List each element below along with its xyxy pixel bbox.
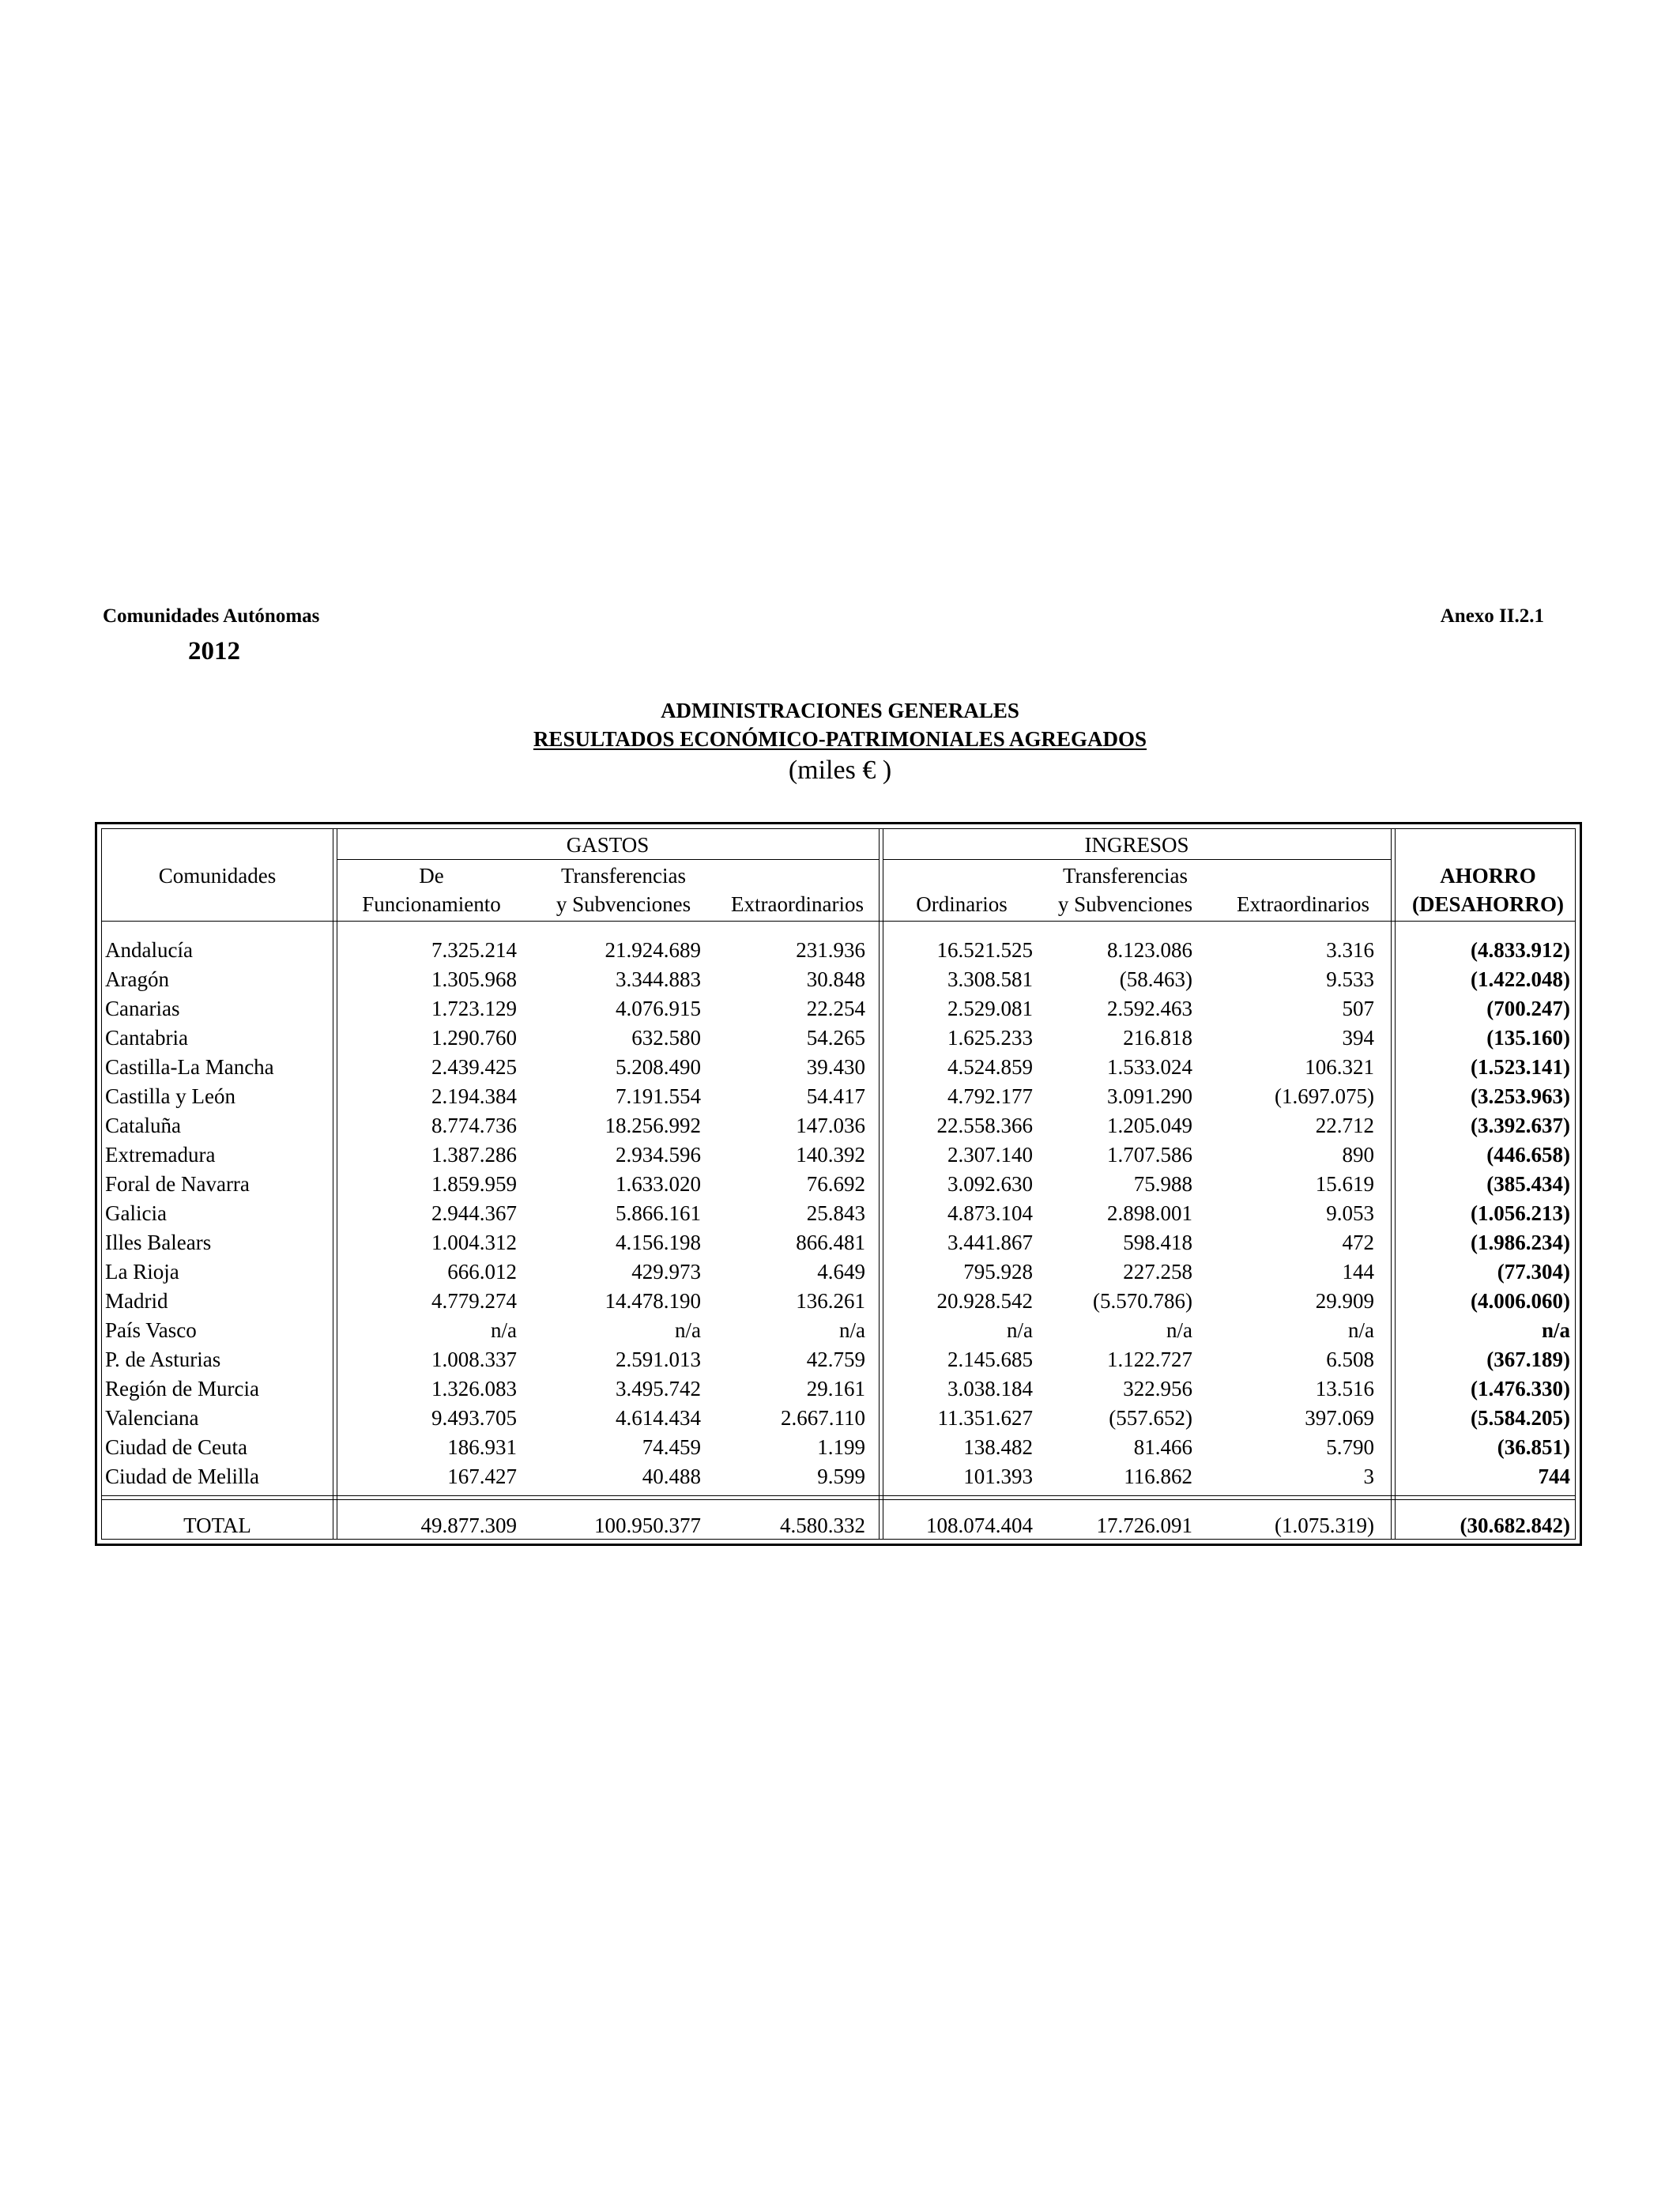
- cell-ingresos-extraordinarios: 3: [1363, 1465, 1374, 1488]
- cell-gastos-transferencias: 14.478.190: [605, 1289, 701, 1313]
- cell-gastos-extraordinarios: 4.649: [817, 1260, 865, 1284]
- cell-gastos-funcionamiento: 7.325.214: [431, 938, 517, 962]
- cell-gastos-extraordinarios: 140.392: [796, 1143, 865, 1167]
- cell-gastos-funcionamiento: 167.427: [447, 1465, 517, 1488]
- cell-ahorro: (700.247): [1486, 997, 1570, 1020]
- cell-gastos-transferencias: 18.256.992: [605, 1114, 701, 1137]
- cell-comunidad: Extremadura: [105, 1143, 216, 1167]
- cell-ahorro: (446.658): [1486, 1143, 1570, 1167]
- cell-gastos-transferencias: 2.934.596: [616, 1143, 701, 1167]
- cell-ingresos-transferencias: 1.533.024: [1107, 1055, 1192, 1079]
- cell-ingresos-ordinarios: 4.792.177: [947, 1084, 1033, 1108]
- cell-gastos-funcionamiento: 4.779.274: [431, 1289, 517, 1313]
- header-gastos-funcionamiento-2: Funcionamiento: [362, 892, 501, 916]
- cell-gastos-funcionamiento: 1.387.286: [431, 1143, 517, 1167]
- cell-comunidad: Andalucía: [105, 938, 193, 962]
- total-rule: [102, 1499, 1575, 1500]
- total-cell-gastos-transferencias: 100.950.377: [594, 1514, 701, 1537]
- cell-gastos-extraordinarios: 9.599: [817, 1465, 865, 1488]
- cell-gastos-funcionamiento: 1.859.959: [431, 1172, 517, 1196]
- cell-ingresos-transferencias: 75.988: [1133, 1172, 1192, 1196]
- cell-comunidad: Ciudad de Ceuta: [105, 1435, 247, 1459]
- cell-gastos-transferencias: 2.591.013: [616, 1348, 701, 1371]
- cell-ahorro: (135.160): [1486, 1026, 1570, 1050]
- cell-comunidad: Ciudad de Melilla: [105, 1465, 259, 1488]
- cell-gastos-extraordinarios: 29.161: [806, 1377, 865, 1400]
- cell-gastos-extraordinarios: 54.417: [806, 1084, 865, 1108]
- cell-gastos-funcionamiento: 666.012: [447, 1260, 517, 1284]
- cell-ingresos-ordinarios: 3.441.867: [947, 1231, 1033, 1254]
- header-year: 2012: [188, 637, 240, 665]
- cell-gastos-transferencias: 4.076.915: [616, 997, 701, 1020]
- cell-ingresos-ordinarios: 1.625.233: [947, 1026, 1033, 1050]
- header-ahorro-1: AHORRO: [1440, 864, 1536, 888]
- cell-gastos-transferencias: 4.614.434: [616, 1406, 701, 1430]
- cell-ingresos-extraordinarios: 29.909: [1315, 1289, 1374, 1313]
- cell-gastos-funcionamiento: 2.439.425: [431, 1055, 517, 1079]
- cell-ingresos-extraordinarios: 394: [1342, 1026, 1374, 1050]
- cell-ingresos-transferencias: (5.570.786): [1093, 1289, 1192, 1313]
- cell-ahorro: n/a: [1541, 1318, 1570, 1342]
- cell-gastos-extraordinarios: 231.936: [796, 938, 865, 962]
- cell-gastos-extraordinarios: 42.759: [806, 1348, 865, 1371]
- cell-ahorro: (3.253.963): [1471, 1084, 1570, 1108]
- cell-comunidad: Cataluña: [105, 1114, 181, 1137]
- cell-gastos-extraordinarios: 39.430: [806, 1055, 865, 1079]
- header-gastos-transferencias-1: Transferencias: [561, 864, 686, 888]
- header-ingresos-extraordinarios-2: Extraordinarios: [1237, 892, 1369, 916]
- cell-gastos-transferencias: n/a: [675, 1318, 701, 1342]
- cell-gastos-extraordinarios: 136.261: [796, 1289, 865, 1313]
- cell-comunidad: Madrid: [105, 1289, 168, 1313]
- cell-gastos-transferencias: 1.633.020: [616, 1172, 701, 1196]
- cell-ingresos-extraordinarios: 144: [1342, 1260, 1374, 1284]
- cell-ingresos-extraordinarios: (1.697.075): [1275, 1084, 1374, 1108]
- col-divider: [879, 829, 880, 1539]
- title-unit: (miles € ): [788, 756, 892, 785]
- cell-ahorro: (3.392.637): [1471, 1114, 1570, 1137]
- cell-ingresos-ordinarios: 16.521.525: [936, 938, 1033, 962]
- cell-ingresos-extraordinarios: 6.508: [1326, 1348, 1374, 1371]
- cell-ingresos-ordinarios: 4.524.859: [947, 1055, 1033, 1079]
- results-table: [95, 822, 1582, 1546]
- cell-ingresos-ordinarios: 795.928: [963, 1260, 1033, 1284]
- header-gastos-transferencias-2: y Subvenciones: [556, 892, 691, 916]
- cell-ingresos-extraordinarios: 15.619: [1315, 1172, 1374, 1196]
- cell-gastos-extraordinarios: n/a: [839, 1318, 865, 1342]
- cell-comunidad: Galicia: [105, 1201, 167, 1225]
- total-cell-ahorro: (30.682.842): [1460, 1514, 1570, 1537]
- cell-gastos-transferencias: 3.495.742: [616, 1377, 701, 1400]
- cell-gastos-extraordinarios: 1.199: [817, 1435, 865, 1459]
- cell-comunidad: Cantabria: [105, 1026, 188, 1050]
- cell-ingresos-extraordinarios: 507: [1342, 997, 1374, 1020]
- header-org: Comunidades Autónomas: [103, 605, 320, 627]
- cell-ingresos-transferencias: 3.091.290: [1107, 1084, 1192, 1108]
- col-divider: [1391, 829, 1392, 1539]
- cell-ahorro: (1.056.213): [1471, 1201, 1570, 1225]
- header-ingresos: INGRESOS: [1084, 833, 1189, 857]
- cell-ingresos-extraordinarios: 13.516: [1315, 1377, 1374, 1400]
- cell-ingresos-extraordinarios: 9.053: [1326, 1201, 1374, 1225]
- cell-gastos-extraordinarios: 22.254: [806, 997, 865, 1020]
- cell-ingresos-transferencias: 227.258: [1123, 1260, 1192, 1284]
- cell-comunidad: Foral de Navarra: [105, 1172, 250, 1196]
- cell-gastos-funcionamiento: 186.931: [447, 1435, 517, 1459]
- cell-gastos-extraordinarios: 866.481: [796, 1231, 865, 1254]
- cell-comunidad: La Rioja: [105, 1260, 179, 1284]
- cell-ingresos-ordinarios: 3.038.184: [947, 1377, 1033, 1400]
- results-table-inner: [101, 828, 1576, 1540]
- cell-ahorro: (1.523.141): [1471, 1055, 1570, 1079]
- total-rule: [102, 1495, 1575, 1496]
- cell-ahorro: (4.833.912): [1471, 938, 1570, 962]
- cell-comunidad: Región de Murcia: [105, 1377, 259, 1400]
- cell-ahorro: (1.986.234): [1471, 1231, 1570, 1254]
- cell-ahorro: (1.422.048): [1471, 967, 1570, 991]
- cell-ingresos-ordinarios: 2.307.140: [947, 1143, 1033, 1167]
- header-gastos: GASTOS: [566, 833, 650, 857]
- cell-ingresos-extraordinarios: n/a: [1348, 1318, 1374, 1342]
- cell-gastos-transferencias: 5.866.161: [616, 1201, 701, 1225]
- cell-gastos-funcionamiento: 1.305.968: [431, 967, 517, 991]
- cell-ahorro: (385.434): [1486, 1172, 1570, 1196]
- cell-gastos-funcionamiento: 1.290.760: [431, 1026, 517, 1050]
- cell-ingresos-transferencias: 116.862: [1124, 1465, 1192, 1488]
- cell-ingresos-transferencias: 1.707.586: [1107, 1143, 1192, 1167]
- cell-gastos-transferencias: 5.208.490: [616, 1055, 701, 1079]
- cell-ingresos-ordinarios: 22.558.366: [936, 1114, 1033, 1137]
- cell-ingresos-extraordinarios: 5.790: [1326, 1435, 1374, 1459]
- cell-gastos-extraordinarios: 2.667.110: [781, 1406, 865, 1430]
- cell-ingresos-ordinarios: 2.145.685: [947, 1348, 1033, 1371]
- cell-ingresos-transferencias: 81.466: [1133, 1435, 1192, 1459]
- cell-ingresos-ordinarios: 20.928.542: [936, 1289, 1033, 1313]
- total-cell-ingresos-transferencias: 17.726.091: [1096, 1514, 1192, 1537]
- cell-ingresos-ordinarios: 4.873.104: [947, 1201, 1033, 1225]
- cell-gastos-transferencias: 7.191.554: [616, 1084, 701, 1108]
- cell-gastos-funcionamiento: 1.326.083: [431, 1377, 517, 1400]
- total-label: TOTAL: [183, 1514, 251, 1537]
- cell-gastos-funcionamiento: 2.194.384: [431, 1084, 517, 1108]
- cell-ingresos-ordinarios: 11.351.627: [937, 1406, 1033, 1430]
- header-annex: Anexo II.2.1: [1440, 605, 1544, 627]
- cell-comunidad: P. de Asturias: [105, 1348, 221, 1371]
- cell-gastos-transferencias: 74.459: [642, 1435, 701, 1459]
- cell-ingresos-ordinarios: 138.482: [963, 1435, 1033, 1459]
- cell-ingresos-ordinarios: 101.393: [963, 1465, 1033, 1488]
- cell-ahorro: (36.851): [1497, 1435, 1570, 1459]
- cell-gastos-funcionamiento: 9.493.705: [431, 1406, 517, 1430]
- header-rule: [102, 921, 1575, 922]
- cell-ingresos-extraordinarios: 3.316: [1326, 938, 1374, 962]
- header-gastos-funcionamiento-1: De: [419, 864, 444, 888]
- cell-gastos-extraordinarios: 54.265: [806, 1026, 865, 1050]
- cell-ingresos-transferencias: (58.463): [1119, 967, 1192, 991]
- cell-gastos-funcionamiento: 2.944.367: [431, 1201, 517, 1225]
- cell-gastos-transferencias: 21.924.689: [605, 938, 701, 962]
- cell-ingresos-extraordinarios: 9.533: [1326, 967, 1374, 991]
- cell-comunidad: País Vasco: [105, 1318, 197, 1342]
- cell-gastos-transferencias: 3.344.883: [616, 967, 701, 991]
- cell-ingresos-transferencias: 1.205.049: [1107, 1114, 1192, 1137]
- cell-ahorro: 744: [1538, 1465, 1570, 1488]
- cell-gastos-funcionamiento: 1.008.337: [431, 1348, 517, 1371]
- cell-ahorro: (4.006.060): [1471, 1289, 1570, 1313]
- total-cell-ingresos-ordinarios: 108.074.404: [926, 1514, 1033, 1537]
- cell-ingresos-transferencias: 1.122.727: [1107, 1348, 1192, 1371]
- cell-gastos-transferencias: 429.973: [631, 1260, 701, 1284]
- cell-gastos-transferencias: 632.580: [631, 1026, 701, 1050]
- cell-comunidad: Castilla-La Mancha: [105, 1055, 274, 1079]
- cell-ahorro: (367.189): [1486, 1348, 1570, 1371]
- cell-comunidad: Aragón: [105, 967, 169, 991]
- cell-gastos-extraordinarios: 25.843: [806, 1201, 865, 1225]
- cell-gastos-funcionamiento: 1.723.129: [431, 997, 517, 1020]
- header-ingresos-ordinarios-2: Ordinarios: [916, 892, 1008, 916]
- ingresos-underline: [883, 859, 1391, 860]
- header-comunidades: Comunidades: [158, 864, 277, 888]
- cell-ingresos-ordinarios: 3.308.581: [947, 967, 1033, 991]
- cell-ingresos-extraordinarios: 890: [1342, 1143, 1374, 1167]
- cell-ingresos-transferencias: (557.652): [1109, 1406, 1192, 1430]
- cell-gastos-funcionamiento: n/a: [491, 1318, 517, 1342]
- cell-ahorro: (77.304): [1497, 1260, 1570, 1284]
- header-ahorro-2: (DESAHORRO): [1411, 892, 1564, 916]
- header-ingresos-transferencias-1: Transferencias: [1063, 864, 1188, 888]
- cell-ingresos-extraordinarios: 106.321: [1305, 1055, 1374, 1079]
- cell-gastos-transferencias: 40.488: [642, 1465, 701, 1488]
- cell-comunidad: Illes Balears: [105, 1231, 212, 1254]
- cell-ingresos-ordinarios: n/a: [1007, 1318, 1033, 1342]
- cell-comunidad: Canarias: [105, 997, 180, 1020]
- cell-gastos-extraordinarios: 30.848: [806, 967, 865, 991]
- total-cell-gastos-funcionamiento: 49.877.309: [420, 1514, 517, 1537]
- cell-ingresos-transferencias: 2.592.463: [1107, 997, 1192, 1020]
- total-cell-ingresos-extraordinarios: (1.075.319): [1275, 1514, 1374, 1537]
- cell-gastos-extraordinarios: 147.036: [796, 1114, 865, 1137]
- total-cell-gastos-extraordinarios: 4.580.332: [780, 1514, 865, 1537]
- cell-gastos-extraordinarios: 76.692: [806, 1172, 865, 1196]
- cell-ingresos-transferencias: 216.818: [1123, 1026, 1192, 1050]
- cell-ingresos-transferencias: 598.418: [1123, 1231, 1192, 1254]
- cell-ingresos-ordinarios: 2.529.081: [947, 997, 1033, 1020]
- gastos-underline: [337, 859, 879, 860]
- cell-gastos-transferencias: 4.156.198: [616, 1231, 701, 1254]
- cell-ingresos-transferencias: 2.898.001: [1107, 1201, 1192, 1225]
- cell-ahorro: (1.476.330): [1471, 1377, 1570, 1400]
- cell-ingresos-extraordinarios: 22.712: [1315, 1114, 1374, 1137]
- title-line1: ADMINISTRACIONES GENERALES: [661, 699, 1019, 722]
- cell-comunidad: Castilla y León: [105, 1084, 235, 1108]
- cell-comunidad: Valenciana: [105, 1406, 199, 1430]
- cell-ingresos-transferencias: 8.123.086: [1107, 938, 1192, 962]
- cell-ingresos-extraordinarios: 472: [1342, 1231, 1374, 1254]
- cell-ingresos-transferencias: n/a: [1166, 1318, 1192, 1342]
- cell-ingresos-extraordinarios: 397.069: [1305, 1406, 1374, 1430]
- cell-gastos-funcionamiento: 8.774.736: [431, 1114, 517, 1137]
- title-line2: RESULTADOS ECONÓMICO-PATRIMONIALES AGREGADOS: [533, 727, 1147, 751]
- cell-ingresos-ordinarios: 3.092.630: [947, 1172, 1033, 1196]
- cell-gastos-funcionamiento: 1.004.312: [431, 1231, 517, 1254]
- cell-ahorro: (5.584.205): [1471, 1406, 1570, 1430]
- header-ingresos-transferencias-2: y Subvenciones: [1057, 892, 1193, 916]
- header-gastos-extraordinarios-2: Extraordinarios: [731, 892, 864, 916]
- cell-ingresos-transferencias: 322.956: [1123, 1377, 1192, 1400]
